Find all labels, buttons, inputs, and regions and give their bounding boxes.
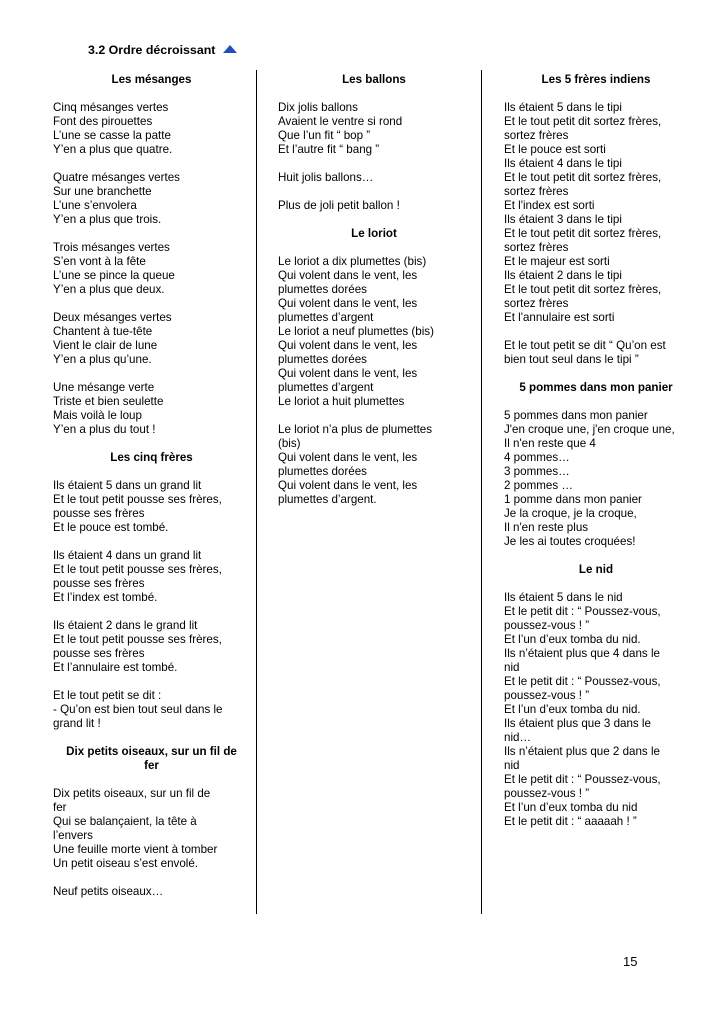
poem-line: Une feuille morte vient à tomber [53,843,218,856]
spacer [278,213,470,227]
poem-line: Plus de joli petit ballon ! [278,199,400,212]
section-title [88,43,237,57]
section-title-text: 3.2 Ordre décroissant [88,43,216,57]
poem-line: 3 pommes… [504,465,570,478]
spacer [504,325,688,339]
poem-line: Un petit oiseau s’est envolé. [53,857,199,870]
poem-line: Et le petit dit : “ Poussez-vous, [504,773,661,786]
poem-line: Chantent à tue-tête [53,325,153,338]
poem-line: Et l’un d’eux tomba du nid. [504,633,641,646]
spacer [53,227,250,241]
poem-line: Vient le clair de lune [53,339,158,352]
poem-heading: Les cinq frères [110,451,193,464]
poem-line: Le loriot a dix plumettes (bis) [278,255,427,268]
poem-line: plumettes dorées [278,465,367,478]
spacer [53,731,250,745]
spacer [53,605,250,619]
spacer [278,241,470,255]
spacer [53,297,250,311]
poem-heading: Les 5 frères indiens [541,73,651,86]
poem-line: Qui volent dans le vent, les [278,479,418,492]
poem-line: 1 pomme dans mon panier [504,493,642,506]
spacer [53,157,250,171]
poem-line: Avaient le ventre si rond [278,115,403,128]
poem-line: plumettes dorées [278,283,367,296]
text-column-middle [278,73,470,507]
poem-line: L’une se pince la queue [53,269,175,282]
poem-line: Et le tout petit pousse ses frères, [53,563,222,576]
poem-line: Y’en a plus que deux. [53,283,165,296]
poem-line: Ils n’étaient plus que 2 dans le [504,745,660,758]
poem-line: Ils étaient plus que 3 dans le [504,717,651,730]
spacer [53,465,250,479]
up-arrow-icon[interactable] [223,45,237,53]
poem-line: Dix jolis ballons [278,101,358,114]
poem-line: Que l’un fit “ bop ” [278,129,371,142]
spacer [504,367,688,381]
spacer [53,367,250,381]
poem-line: Et le petit dit : “ Poussez-vous, [504,675,661,688]
spacer [504,549,688,563]
poem-line: grand lit ! [53,717,101,730]
poem-line: Le loriot a neuf plumettes (bis) [278,325,434,338]
column-divider [481,70,482,914]
spacer [278,157,470,171]
poem-heading: Les mésanges [111,73,192,86]
poem-line: L’une se casse la patte [53,129,171,142]
poem-line: Quatre mésanges vertes [53,171,180,184]
poem-line: Et le tout petit se dit : [53,689,162,702]
spacer [504,87,688,101]
poem-line: - Qu’on est bien tout seul dans le [53,703,223,716]
poem-line: Y’en a plus que trois. [53,213,162,226]
poem-line: Et l'annulaire est sorti [504,311,615,324]
text-column-right [504,73,688,829]
poem-line: sortez frères [504,129,569,142]
column-divider [256,70,257,914]
spacer [53,773,250,787]
spacer [53,535,250,549]
poem-line: Une mésange verte [53,381,155,394]
poem-heading: Dix petits oiseaux, sur un fil de [66,745,237,758]
poem-line: Triste et bien seulette [53,395,164,408]
poem-line: fer [53,801,67,814]
poem-line: poussez-vous ! ” [504,787,590,800]
poem-line: Et le tout petit dit sortez frères, [504,283,662,296]
poem-line: Y’en a plus que quatre. [53,143,173,156]
poem-line: Le loriot n’a plus de plumettes [278,423,433,436]
poem-line: Et l’annulaire est tombé. [53,661,178,674]
poem-line: Trois mésanges vertes [53,241,170,254]
poem-line: Font des pirouettes [53,115,153,128]
poem-line: Et le tout petit dit sortez frères, [504,171,662,184]
poem-line: Qui volent dans le vent, les [278,269,418,282]
poem-line: Et l’index est tombé. [53,591,158,604]
poem-line: Et le tout petit se dit “ Qu’on est [504,339,666,352]
poem-line: Y’en a plus du tout ! [53,423,156,436]
spacer [278,87,470,101]
poem-line: Et le tout petit dit sortez frères, [504,227,662,240]
poem-line: poussez-vous ! ” [504,689,590,702]
poem-line: plumettes d’argent [278,381,374,394]
poem-heading: Le nid [578,563,614,576]
poem-line: Deux mésanges vertes [53,311,172,324]
poem-line: Et l’un d’eux tomba du nid [504,801,638,814]
poem-line: 2 pommes … [504,479,573,492]
poem-line: nid [504,759,520,772]
poem-line: S’en vont à la fête [53,255,146,268]
poem-line: J'en croque une, j'en croque une, [504,423,675,436]
poem-line: plumettes d’argent. [278,493,377,506]
poem-line: Dix petits oiseaux, sur un fil de [53,787,211,800]
poem-line: sortez frères [504,185,569,198]
spacer [504,577,688,591]
poem-line: pousse ses frères [53,647,145,660]
poem-line: Huit jolis ballons… [278,171,374,184]
spacer [53,87,250,101]
poem-line: Je les ai toutes croquées! [504,535,636,548]
poem-line: l’envers [53,829,93,842]
poem-line: Et le petit dit : “ aaaaah ! ” [504,815,637,828]
poem-line: Et le tout petit dit sortez frères, [504,115,662,128]
poem-line: Qui volent dans le vent, les [278,451,418,464]
poem-line: Le loriot a huit plumettes [278,395,405,408]
spacer [53,675,250,689]
poem-line: 4 pommes… [504,451,570,464]
poem-line: Et le pouce est sorti [504,143,606,156]
poem-line: pousse ses frères [53,507,145,520]
poem-line: Ils étaient 5 dans le tipi [504,101,622,114]
spacer [53,871,250,885]
poem-line: L’une s’envolera [53,199,137,212]
poem-heading: 5 pommes dans mon panier [519,381,673,394]
poem-line: sortez frères [504,241,569,254]
poem-line: Ils étaient 2 dans le tipi [504,269,622,282]
poem-line: Ils étaient 2 dans le grand lit [53,619,198,632]
poem-line: Et l’autre fit “ bang ” [278,143,380,156]
poem-line: 5 pommes dans mon panier [504,409,648,422]
poem-line: Et le tout petit pousse ses frères, [53,633,222,646]
poem-line: Et l’un d’eux tomba du nid. [504,703,641,716]
poem-line: nid… [504,731,532,744]
poem-line: Ils étaient 5 dans le nid [504,591,623,604]
spacer [504,395,688,409]
text-column-left [53,73,250,899]
poem-line: Qui volent dans le vent, les [278,367,418,380]
poem-line: Et le tout petit pousse ses frères, [53,493,222,506]
poem-heading: fer [144,759,159,772]
poem-line: Et l'index est sorti [504,199,595,212]
poem-line: Qui volent dans le vent, les [278,297,418,310]
poem-line: Qui se balançaient, la tête à [53,815,197,828]
poem-line: bien tout seul dans le tipi ” [504,353,639,366]
spacer [278,409,470,423]
poem-line: Ils étaient 4 dans le tipi [504,157,622,170]
poem-line: Et le majeur est sorti [504,255,610,268]
poem-line: Et le petit dit : “ Poussez-vous, [504,605,661,618]
poem-line: Y’en a plus qu’une. [53,353,152,366]
poem-line: Ils étaient 5 dans un grand lit [53,479,202,492]
page-number: 15 [623,954,638,969]
poem-line: Mais voilà le loup [53,409,142,422]
poem-line: nid [504,661,520,674]
poem-line: plumettes dorées [278,353,367,366]
poem-line: Il n'en reste que 4 [504,437,596,450]
poem-heading: Le loriot [351,227,397,240]
poem-line: Neuf petits oiseaux… [53,885,164,898]
spacer [53,437,250,451]
poem-line: Et le pouce est tombé. [53,521,169,534]
poem-line: Cinq mésanges vertes [53,101,169,114]
poem-line: plumettes d’argent [278,311,374,324]
poem-line: Ils n’étaient plus que 4 dans le [504,647,660,660]
poem-line: Qui volent dans le vent, les [278,339,418,352]
poem-line: Sur une branchette [53,185,152,198]
poem-line: Je la croque, je la croque, [504,507,637,520]
spacer [278,185,470,199]
poem-line: poussez-vous ! ” [504,619,590,632]
poem-line: Ils étaient 3 dans le tipi [504,213,622,226]
poem-line: Ils étaient 4 dans un grand lit [53,549,202,562]
poem-heading: Les ballons [342,73,406,86]
poem-line: pousse ses frères [53,577,145,590]
poem-line: (bis) [278,437,301,450]
poem-line: Il n'en reste plus [504,521,589,534]
poem-line: sortez frères [504,297,569,310]
